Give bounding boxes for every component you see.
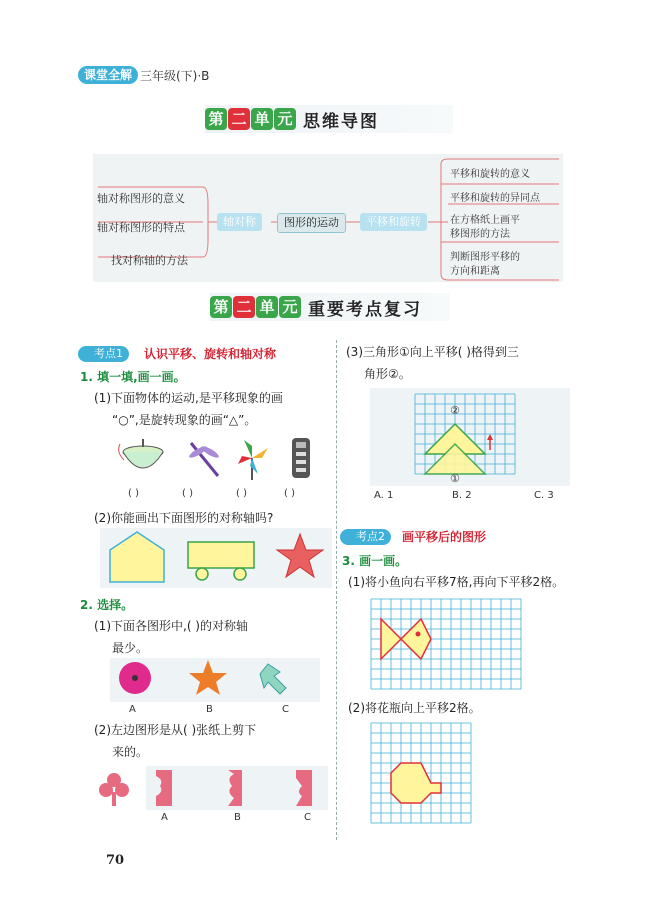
option-label: A bbox=[161, 812, 168, 823]
banner-char: 第 bbox=[210, 296, 232, 318]
answer-blank[interactable]: ( ) bbox=[284, 488, 295, 499]
q2-1-text: (1)下面各图形中,( )的对称轴 bbox=[94, 619, 248, 633]
q1-title: 1. 填一填,画一画。 bbox=[80, 370, 186, 384]
q1-1-text: (1)下面物体的运动,是平移现象的画 bbox=[94, 391, 283, 405]
q1-2-text: (2)你能画出下面图形的对称轴吗? bbox=[94, 511, 274, 525]
q3-draw-title: 3. 画一画。 bbox=[342, 554, 408, 568]
circle-shape bbox=[119, 662, 151, 694]
mindmap-right-item: 平移和旋转的意义 bbox=[450, 169, 530, 180]
mindmap-right-item: 方向和距离 bbox=[450, 266, 500, 277]
banner-char: 二 bbox=[233, 296, 255, 318]
screw-icon bbox=[292, 438, 310, 478]
mindmap-right-item: 移图形的方法 bbox=[450, 229, 510, 240]
column-divider bbox=[336, 340, 337, 840]
q3-2-text: (2)将花瓶向上平移2格。 bbox=[348, 701, 481, 715]
option-label: C. 3 bbox=[534, 490, 554, 501]
option-label: A bbox=[129, 704, 136, 715]
review-banner bbox=[210, 293, 450, 321]
mindmap-left-item: 轴对称图形的特点 bbox=[97, 221, 185, 234]
banner-title: 思维导图 bbox=[303, 111, 379, 132]
mindmap-left-item: 找对称轴的方法 bbox=[111, 254, 188, 267]
grade-label: 三年级(下)·B bbox=[140, 69, 210, 83]
paper-cut-shapes bbox=[96, 766, 328, 810]
mindmap-right-item: 平移和旋转的异同点 bbox=[450, 193, 540, 204]
point1-title: 认识平移、旋转和轴对称 bbox=[144, 347, 277, 361]
answer-blank[interactable]: ( ) bbox=[236, 488, 247, 499]
page-number: 70 bbox=[106, 853, 125, 868]
pinwheel-icon bbox=[238, 440, 268, 480]
q2-2-text: 来的。 bbox=[112, 745, 149, 759]
point2-tag: 考点2 bbox=[340, 529, 391, 545]
mindmap-left-item: 轴对称图形的意义 bbox=[97, 192, 185, 205]
spinning-top-icon bbox=[119, 439, 163, 468]
mindmap bbox=[93, 154, 563, 282]
q3-1-text: (1)将小鱼向右平移7格,再向下平移2格。 bbox=[348, 575, 565, 589]
banner-char: 单 bbox=[251, 108, 273, 130]
option-label: C bbox=[304, 812, 311, 823]
q1-1-text: “○”,是旋转现象的画“△”。 bbox=[112, 413, 257, 427]
banner-char: 第 bbox=[205, 108, 227, 130]
option-label: B bbox=[206, 704, 213, 715]
point2-title: 画平移后的图形 bbox=[402, 530, 487, 544]
option-label: B. 2 bbox=[452, 490, 472, 501]
mindmap-node-axis: 轴对称 bbox=[217, 213, 262, 231]
symmetry-shapes bbox=[100, 528, 332, 588]
banner-char: 元 bbox=[279, 296, 301, 318]
q2-title: 2. 选择。 bbox=[80, 598, 134, 612]
vase-grid bbox=[370, 722, 472, 824]
answer-blank[interactable]: ( ) bbox=[128, 488, 139, 499]
answer-blank[interactable]: ( ) bbox=[182, 488, 193, 499]
banner-char: 二 bbox=[228, 108, 250, 130]
banner-char: 单 bbox=[256, 296, 278, 318]
mindmap-node-move: 平移和旋转 bbox=[360, 213, 427, 231]
q3-text: (3)三角形①向上平移( )格得到三 bbox=[346, 345, 519, 359]
option-label: B bbox=[234, 812, 241, 823]
q2-1-shapes bbox=[110, 658, 320, 702]
option-label: C bbox=[282, 704, 289, 715]
triangle-2-label: ② bbox=[450, 404, 460, 417]
q2-2-text: (2)左边图形是从( )张纸上剪下 bbox=[94, 723, 257, 737]
motion-pictures bbox=[108, 434, 328, 486]
option-label: A. 1 bbox=[374, 490, 394, 501]
brand-badge: 课堂全解 bbox=[78, 66, 138, 84]
triangle-1-label: ① bbox=[450, 472, 460, 485]
clover-shape bbox=[99, 773, 129, 806]
mindmap-right-item: 判断图形平移的 bbox=[450, 252, 520, 263]
dragonfly-icon bbox=[188, 443, 220, 476]
mindmap-right-item: 在方格纸上画平 bbox=[450, 215, 520, 226]
banner-title: 重要考点复习 bbox=[308, 299, 422, 320]
banner-char: 元 bbox=[274, 108, 296, 130]
fish-grid bbox=[370, 598, 522, 690]
q2-1-text: 最少。 bbox=[112, 641, 149, 655]
mindmap-node-center: 图形的运动 bbox=[277, 213, 346, 233]
mindmap-banner bbox=[205, 105, 453, 133]
triangle-grid bbox=[370, 388, 570, 486]
point1-tag: 考点1 bbox=[78, 346, 129, 362]
q3-text: 角形②。 bbox=[364, 367, 411, 381]
